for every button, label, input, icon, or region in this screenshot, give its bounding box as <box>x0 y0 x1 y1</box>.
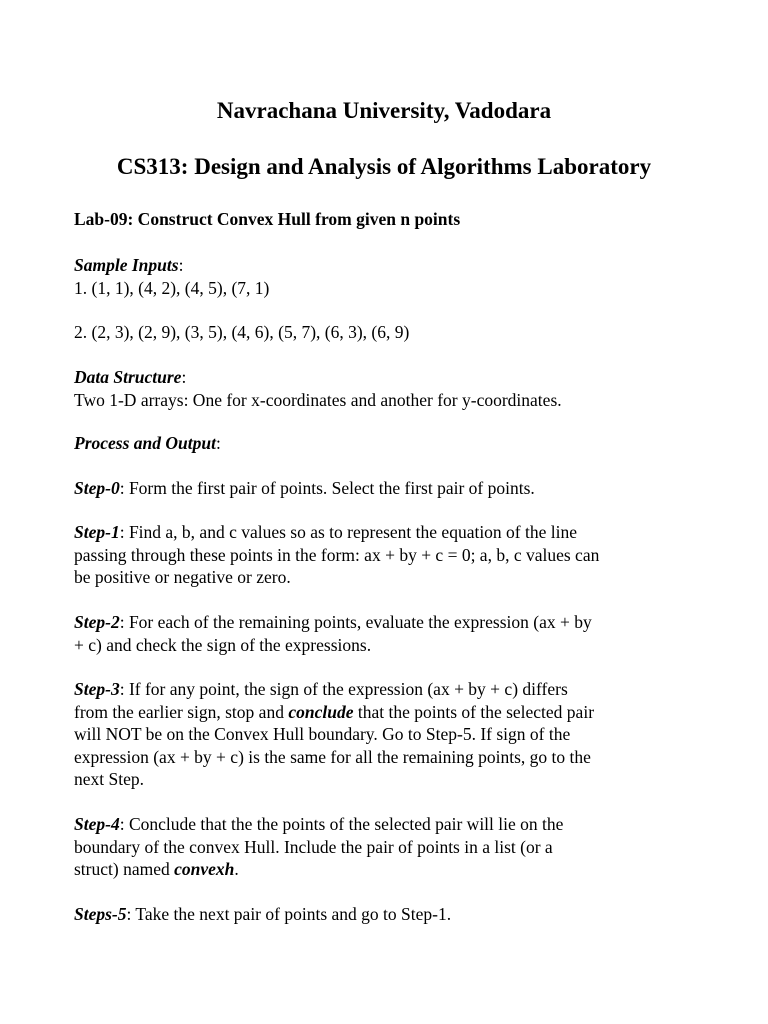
step-3-text-2a: from the earlier sign, stop and <box>74 701 289 722</box>
step-2-text-1: : For each of the remaining points, evaluate the expression (ax + by <box>119 612 592 632</box>
step-4-emphasis-convexh: convexh <box>174 859 235 879</box>
process-colon: : <box>215 433 221 453</box>
step-5 <box>74 903 704 926</box>
sample-inputs-colon: : <box>178 255 184 275</box>
sample-input-2: 2. (2, 3), (2, 9), (3, 5), (4, 6), (5, 7), (6, 3), (6, 9) <box>74 322 410 342</box>
step-0-text: : Form the first pair of points. Select the first pair of points. <box>119 478 535 498</box>
step-1 <box>74 521 704 589</box>
step-1-text-1: : Find a, b, and c values so as to represent the equation of the line <box>119 522 578 542</box>
step-4-text-2: boundary of the convex Hull. Include the pair of points in a list (or a <box>74 836 553 857</box>
step-0 <box>74 477 704 500</box>
data-structure-label: Data Structure <box>74 367 182 387</box>
process-label: Process and Output <box>74 433 216 453</box>
step-3-text-2b: that the points of the selected pair <box>353 701 595 722</box>
step-4-text-1: : Conclude that the the points of the selected pair will lie on the <box>119 814 564 834</box>
step-4-text-3b: . <box>234 859 239 879</box>
lab-title: Lab-09: Construct Convex Hull from given n points <box>74 209 461 229</box>
step-4-text-3a: struct) named <box>74 859 175 879</box>
step-5-label: Steps-5 <box>74 904 127 924</box>
course-title: CS313: Design and Analysis of Algorithms Laboratory <box>116 154 652 179</box>
sample-input-1: 1. (1, 1), (4, 2), (4, 5), (7, 1) <box>74 277 270 298</box>
step-4 <box>74 813 704 881</box>
step-3-emphasis-conclude: conclude <box>288 701 354 722</box>
sample-input-2-block <box>74 321 704 344</box>
step-3-text-1: : If for any point, the sign of the expression (ax + by + c) differs <box>119 679 568 699</box>
step-1-text-2: passing through these points in the form: ax + by + c = 0; a, b, c values can <box>74 544 600 565</box>
step-0-label: Step-0 <box>74 478 120 498</box>
sample-inputs-section <box>74 254 704 299</box>
step-1-label: Step-1 <box>74 522 120 542</box>
sample-inputs-label: Sample Inputs <box>74 255 179 275</box>
step-2-text-2: + c) and check the sign of the expressions. <box>74 634 372 655</box>
data-structure-section <box>74 366 704 411</box>
step-3-text-3: will NOT be on the Convex Hull boundary. Go to Step-5. If sign of the <box>74 724 571 744</box>
step-2-label: Step-2 <box>74 612 120 632</box>
step-3 <box>74 678 704 791</box>
step-5-text: : Take the next pair of points and go to Step-1. <box>126 904 452 924</box>
university-title: Navrachana University, Vadodara <box>216 98 552 123</box>
step-1-text-3: be positive or negative or zero. <box>74 567 291 587</box>
step-3-label: Step-3 <box>74 679 120 699</box>
step-3-text-5: next Step. <box>74 769 144 789</box>
step-2 <box>74 611 704 656</box>
step-4-label: Step-4 <box>74 814 120 834</box>
data-structure-text: Two 1-D arrays: One for x-coordinates and another for y-coordinates. <box>74 389 562 410</box>
data-structure-colon: : <box>181 367 187 387</box>
process-section <box>74 432 704 455</box>
step-3-text-4: expression (ax + by + c) is the same for all the remaining points, go to the <box>74 746 591 767</box>
